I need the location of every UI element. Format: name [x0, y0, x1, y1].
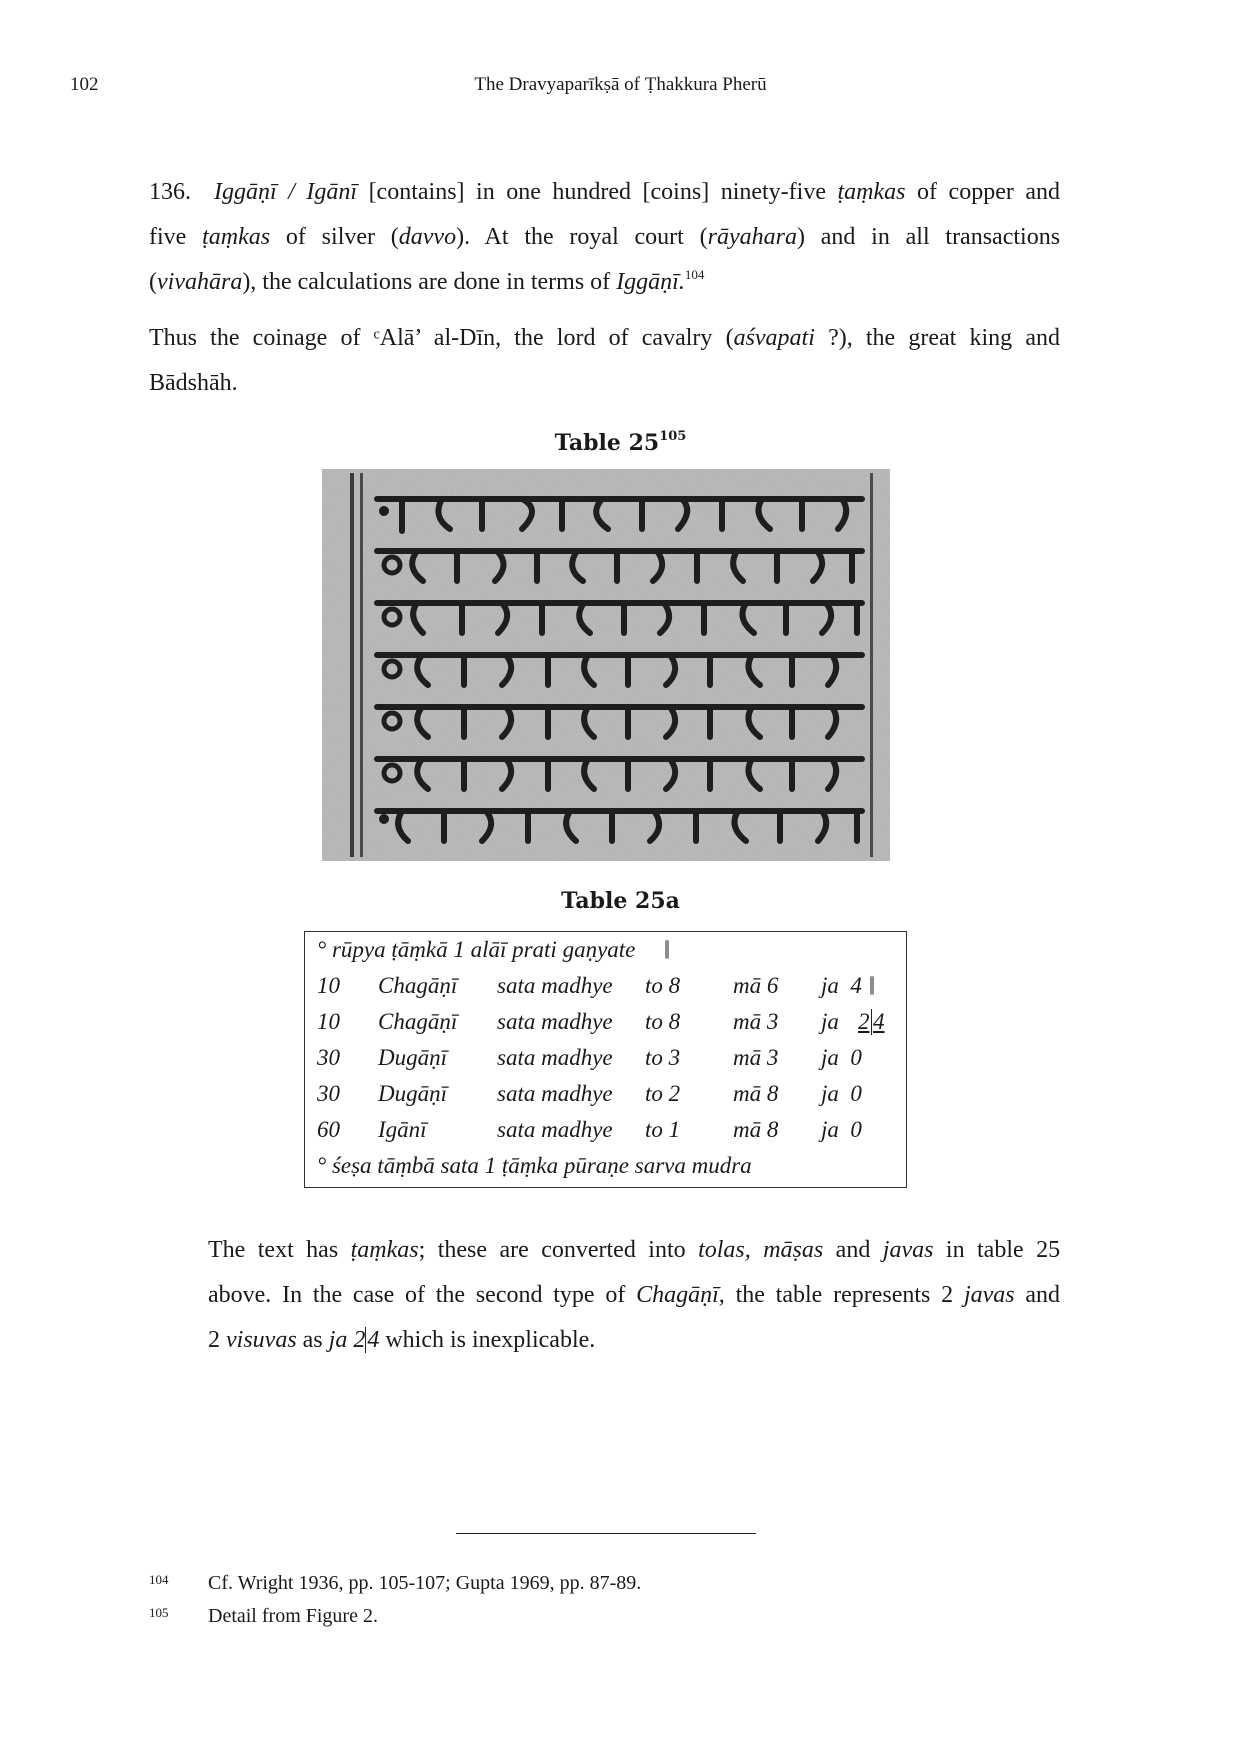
table-25-caption: Table $25^{105}$: [554, 429, 687, 456]
footnote-divider: [456, 1533, 756, 1534]
table-25a: ° rūpya ṭāṃkā 1 alāī prati gaṇyate || 10 Chagāṇī sata madhye to 8 mā 6 ja 4 || 10 Chagāṇī sata madhye to 8 mā 3 ja 2 4 30 Dugāṇī sata madhye to 3 mā 3 ja 0 30 Dugāṇī sata madhye to 2 mā 8 ja 0 60 Igānī sata madhye to 1 mā 8 ja 0 ° śeṣa tāṃbā sata 1 ṭāṃka pūraṇe sarva mudra: [304, 931, 907, 1188]
paragraph-note: The text has ṭaṃkas; these are converted into tolas, māṣas and javas in table 25 above. In the case of the second type of Chagāṇī, the table represents 2 javas and 2 visuvas as ja 24 which is inexplicable.: [208, 1237, 1061, 1353]
manuscript-scan: [322, 469, 890, 861]
paragraph-136: 136. Iggāṇī / Igānī [contains] in one hundred [coins] ninety-five ṭaṃkas of copper and five ṭaṃkas of silver (davvo). At the royal court (rāyahara) and in all transactions (vivahāra), the calculations are done in terms of Iggāṇī.$^{104}$: [149, 179, 1061, 295]
manuscript-image: [322, 469, 890, 861]
running-title: The Dravyaparīkṣā of Ṭhakkura Pherū: [474, 74, 767, 95]
footnote-ref-105[interactable]: 105: [659, 429, 687, 444]
paragraph-coinage: Thus the coinage of ᶜAlā’ al-Dīn, the lord of cavalry (aśvapati ?), the great king and Bādshāh.: [149, 325, 1060, 396]
table-25a-caption: Table 25a: [561, 888, 680, 914]
footnote-ref-104[interactable]: 104: [684, 267, 705, 282]
page-number: 102: [70, 74, 99, 95]
